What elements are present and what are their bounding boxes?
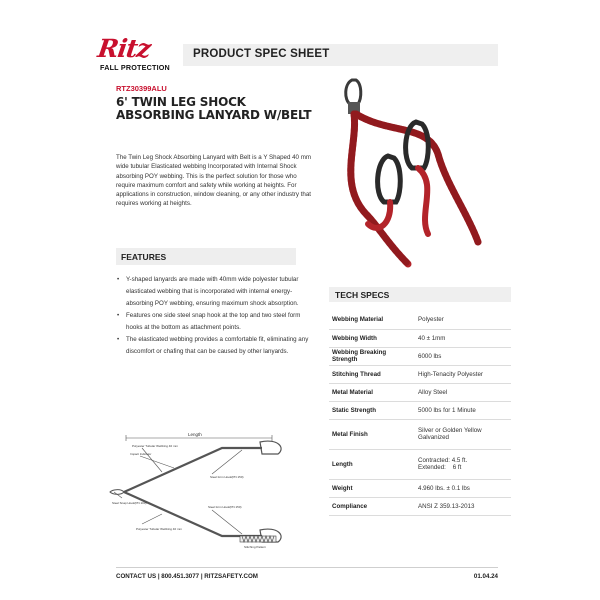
spec-value: Polyester [415,311,511,329]
features-list [116,274,316,358]
ritz-logo [95,34,180,74]
diagram-label: Steel form Hook(PN 150) [208,505,242,509]
feature-item: • The elasticated webbing provides a comfortable fit, eliminating any discomfort or chafing that can be caused by other lanyards. [116,334,316,358]
stitching-pattern-icon [240,536,276,542]
spec-value: 40 ± 1mm [415,329,511,347]
spec-row [329,497,511,515]
spec-value: Alloy Steel [415,383,511,401]
spec-value: High-Tenacity Polyester [415,365,511,383]
spec-row [329,449,511,479]
spec-value: 5000 lbs for 1 Minute [415,401,511,419]
diagram-label: Impact Indicator [130,452,152,456]
spec-label: Static Strength [329,401,415,419]
tech-specs-heading: TECH SPECS [335,290,390,300]
feature-item: • Features one side steel snap hook at the top and two steel form hooks at the bottom as attachment points. [116,310,316,334]
diagram-label: Steel Snap Hook(PN 100) [112,501,147,505]
spec-row [329,311,511,329]
length-contracted: Contracted: 4.5 ft. [418,457,468,464]
diagram-label: Steel form Hook(PN 150) [210,475,244,479]
spec-value: ANSI Z 359.13-2013 [415,497,511,515]
spec-value: Silver or Golden Yellow Galvanized [415,419,511,449]
spec-row [329,419,511,449]
tech-specs-table [329,311,511,516]
features-heading: FEATURES [121,252,167,262]
footer-contact: CONTACT US | 800.451.3077 | RITZSAFETY.COM [116,573,258,580]
header-bar [183,44,498,66]
features-heading-bar [116,248,296,265]
spec-label: Metal Finish [329,419,415,449]
lanyard-diagram [102,428,302,552]
spec-value: 6000 lbs [415,347,511,365]
spec-row [329,383,511,401]
spec-row [329,347,511,365]
spec-label: Metal Material [329,383,415,401]
spec-value: 4.960 lbs. ± 0.1 lbs [415,479,511,497]
diagram-label: Polyester Tubular Webbing 40 mm [136,527,182,531]
spec-label: Length [329,449,415,479]
spec-label: Stitching Thread [329,365,415,383]
spec-row [329,479,511,497]
footer-date: 01.04.24 [473,573,498,580]
spec-row [329,365,511,383]
spec-label: Compliance [329,497,415,515]
spec-label: Weight [329,479,415,497]
product-title: 6' TWIN LEG SHOCK ABSORBING LANYARD W/BELT [116,95,312,122]
lanyard-photo [318,74,498,274]
spec-row [329,329,511,347]
feature-item: • Y-shaped lanyards are made with 40mm wide polyester tubular elasticated webbing that is incorporated with internal energy-absorbing POY webbing, ensuring maximum shock absorption. [116,274,316,310]
diagram-label: Polyester Tubular Webbing 40 mm [132,444,178,448]
spec-label: Webbing Material [329,311,415,329]
spec-label: Webbing Width [329,329,415,347]
product-sku: RTZ30399ALU [116,84,167,93]
diagram-length-label: Length [188,432,202,437]
spec-label: Webbing Breaking Strength [329,347,415,365]
product-description: The Twin Leg Shock Absorbing Lanyard with Belt is a Y Shaped 40 mm wide tubular Elasticated webbing Incorporated with Internal Shock absorbing POY webbing. This is the perfect solution for those who require maximum comfort and safety while working at heights. For applications in construction, window cleaning, or any other industry that requires working at heights. [116,154,312,208]
page-title: PRODUCT SPEC SHEET [193,48,330,60]
tech-specs-heading-bar [329,287,511,302]
footer-divider [116,567,498,568]
stitch-label: Stitching Pattern [244,545,267,549]
spec-value-multiline [415,449,511,479]
spec-row [329,401,511,419]
logo-subtitle: FALL PROTECTION [100,63,170,72]
length-extended: Extended: 6 ft [418,464,462,471]
logo-brand: Ritz [95,34,153,63]
